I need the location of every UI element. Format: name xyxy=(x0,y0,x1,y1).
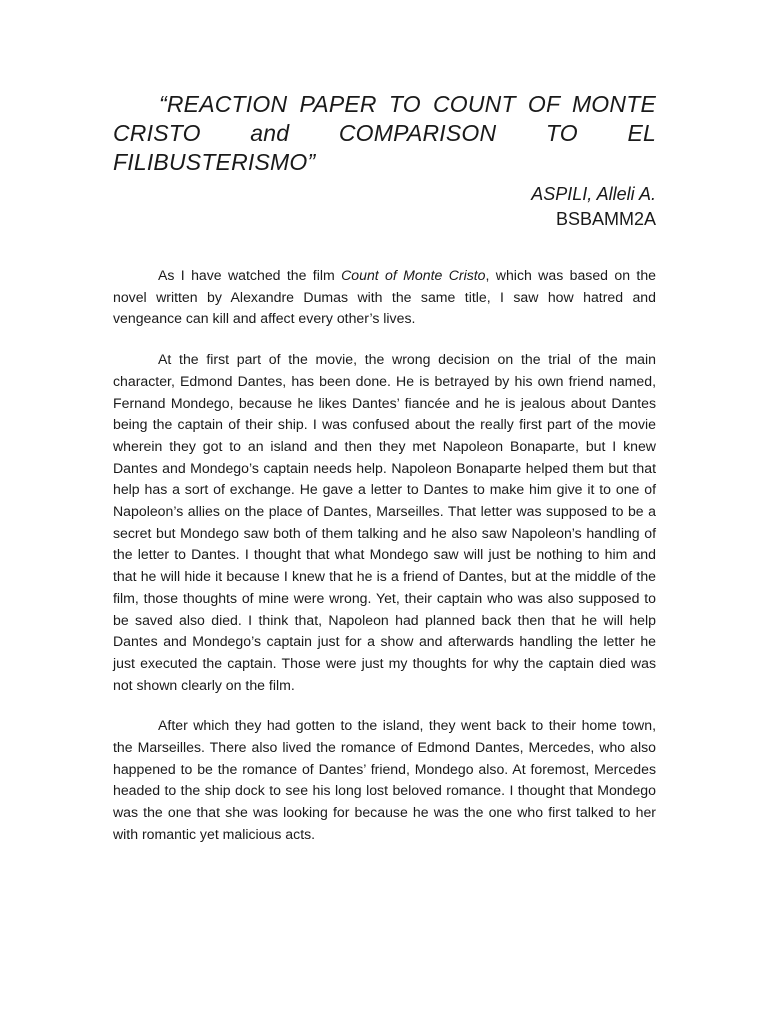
author-name: ASPILI, Alleli A. xyxy=(531,184,656,204)
paragraph-1-intro: As I have watched the film xyxy=(158,267,342,283)
author-section: BSBAMM2A xyxy=(555,209,656,229)
paragraph-3: After which they had gotten to the island, they went back to their home town, the Marseilles. There also lived the romance of Edmond Dantes, Mercedes, who also happened to be the romance of Dantes’ friend, Mondego also. At foremost, Mercedes headed to the ship dock to see his long lost beloved romance. I thought that Mondego was the one that she was looking for because he was the one who first talked to her with romantic yet malicious acts. xyxy=(113,717,656,842)
body-text xyxy=(113,265,656,846)
paragraph-1-rest: , which was based on the novel written by Alexandre Dumas with the same title, I saw how hatred and vengeance can kill and affect every other’s lives. xyxy=(113,267,656,327)
document-page xyxy=(113,90,656,865)
paragraph-2: At the first part of the movie, the wrong decision on the trial of the main character, Edmond Dantes, has been done. He is betrayed by his own friend named, Fernand Mondego, because he likes Dantes’ fiancée and he is jealous about Dantes being the captain of their ship. I was confused about the really first part of the movie wherein they got to an island and then they met Napoleon Bonaparte, but I knew Dantes and Mondego’s captain needs help. Napoleon Bonaparte helped them but that help has a sort of exchange. He gave a letter to Dantes to make him give it to one of Napoleon’s allies on the place of Dantes, Marseilles. That letter was supposed to be a secret but Mondego saw both of them talking and he also saw Napoleon’s handling of the letter to Dantes. I thought that what Mondego saw will just be nothing to him and that he will hide it because I knew that he is a friend of Dantes, but at the middle of the film, those thoughts of mine were wrong. Yet, their captain who was also supposed to be saved also died. I think that, Napoleon had planned back then that he will help Dantes and Mondego’s captain just for a show and afterwards handling the letter he just executed the captain. Those were just my thoughts for why the captain died was not shown clearly on the film. xyxy=(113,351,656,693)
paragraph-1 xyxy=(113,265,656,330)
document-title: “REACTION PAPER TO COUNT OF MONTE CRISTO and COMPARISON TO EL FILIBUSTERISMO” xyxy=(113,91,656,175)
author-block xyxy=(113,182,656,232)
film-title: Count of Monte Cristo xyxy=(341,267,486,283)
